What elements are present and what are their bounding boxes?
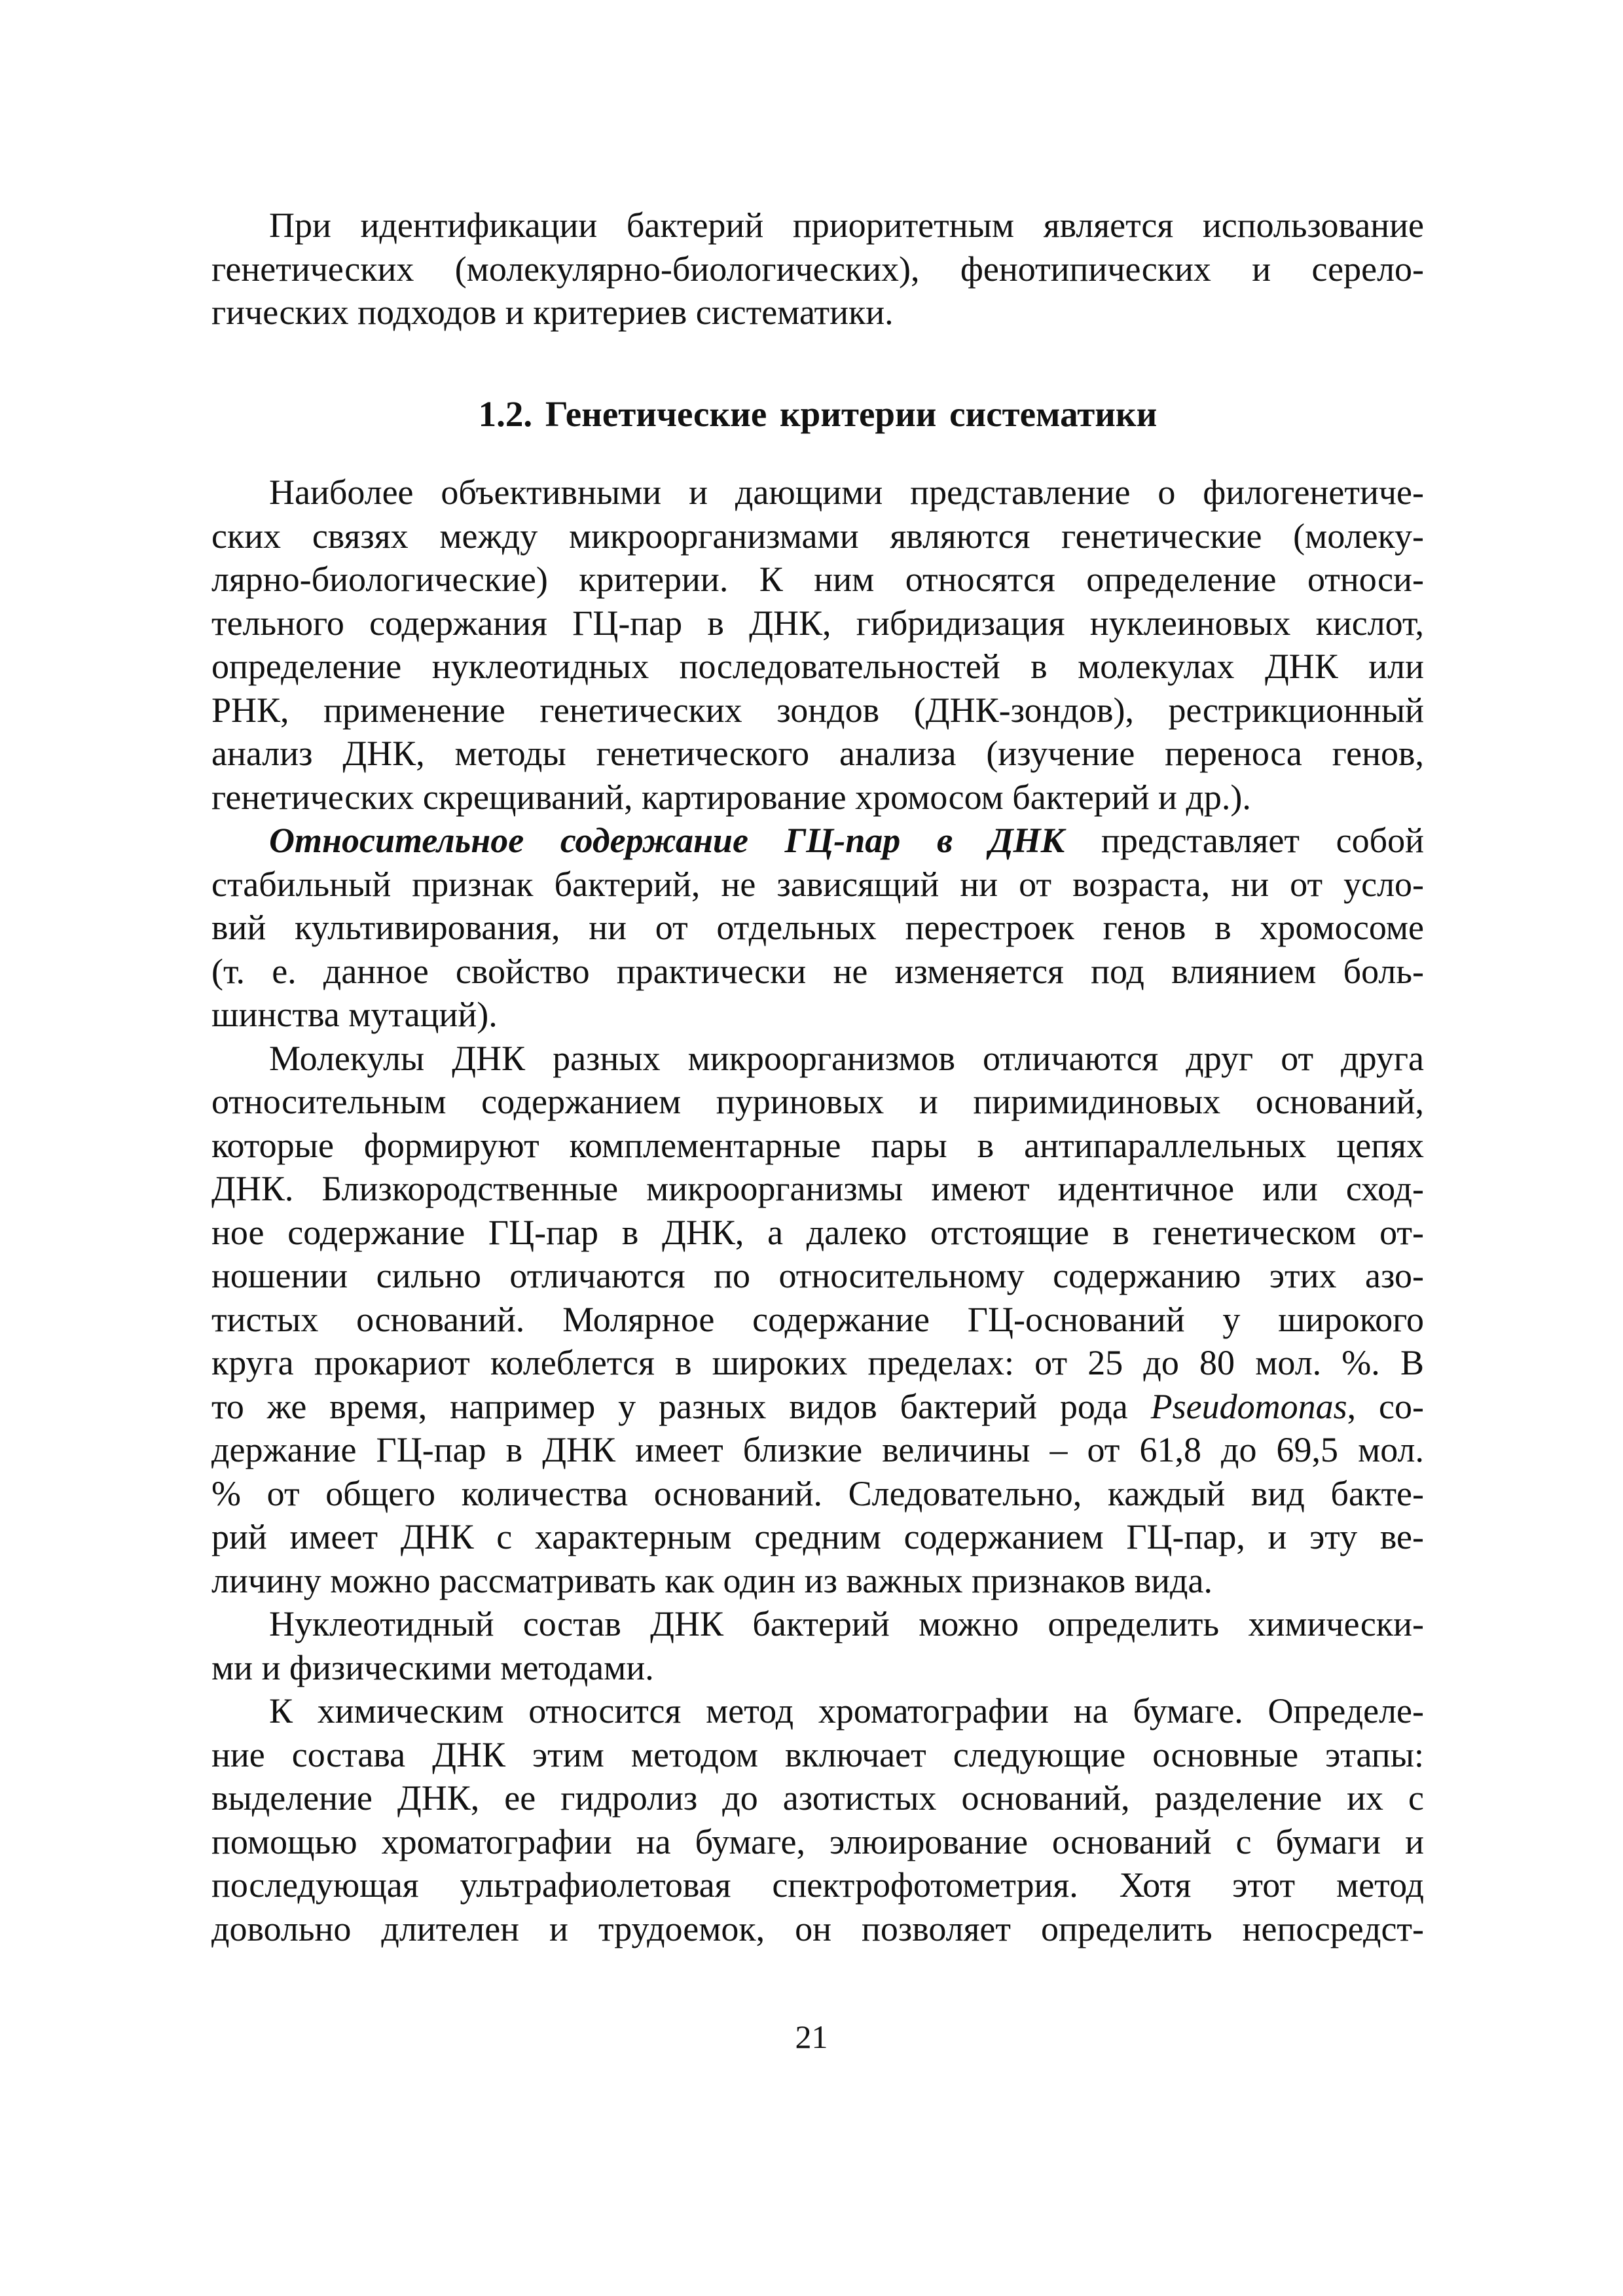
text-line: Наиболее объективными и дающими представление о филогенетиче- [269, 473, 1424, 512]
term-continuation: представляет собой [1065, 821, 1424, 860]
text-line: шинства мутаций). [211, 995, 498, 1034]
text-line: генетических (молекулярно-биологических), фенотипических и серело- [211, 249, 1424, 289]
genus-name: Pseudomonas [1150, 1386, 1347, 1426]
text-line: К химическим относится метод хроматографии на бумаге. Определе- [269, 1691, 1424, 1731]
text-line-with-genus [211, 1385, 1424, 1429]
text-line: тельного содержания ГЦ-пар в ДНК, гибридизация нуклеиновых кислот, [211, 603, 1424, 643]
section-heading: 1.2. Генетические критерии систематики [478, 394, 1158, 434]
text-line: % от общего количества оснований. Следовательно, каждый вид бакте- [211, 1473, 1424, 1513]
paragraph-genetic-criteria [211, 471, 1424, 1950]
text-line: личину можно рассматривать как один из важных признаков вида. [211, 1560, 1213, 1600]
text-line: ми и физическими методами. [211, 1647, 654, 1687]
text-line: ношении сильно отличаются по относительному содержанию этих азо- [211, 1256, 1424, 1295]
text-line: довольно длителен и трудоемок, он позволяет определить непосредст- [211, 1909, 1424, 1948]
text-line: анализ ДНК, методы генетического анализа (изучение переноса генов, [211, 734, 1424, 773]
text-line: вий культивирования, ни от отдельных перестроек генов в хромосоме [211, 908, 1424, 947]
text-line: Нуклеотидный состав ДНК бактерий можно определить химически- [269, 1604, 1424, 1643]
text-line: стабильный признак бактерий, не зависящий ни от возраста, ни от усло- [211, 864, 1424, 904]
text-line: ДНК. Близкородственные микроорганизмы имеют идентичное или сход- [211, 1169, 1424, 1208]
text-line: круга прокариот колеблется в широких пределах: от 25 до 80 мол. %. В [211, 1343, 1424, 1382]
text-line: ное содержание ГЦ-пар в ДНК, а далеко отстоящие в генетическом от- [211, 1212, 1424, 1252]
text-line: ние состава ДНК этим методом включает следующие основные этапы: [211, 1734, 1424, 1774]
text-line: РНК, применение генетических зондов (ДНК-зондов), рестрикционный [211, 690, 1424, 730]
text-line: относительным содержанием пуриновых и пиримидиновых оснований, [211, 1082, 1424, 1121]
text-line: помощью хроматографии на бумаге, элюирование оснований с бумаги и [211, 1821, 1424, 1861]
page-number: 21 [795, 2018, 828, 2055]
text-line: держание ГЦ-пар в ДНК имеет близкие величины – от 61,8 до 69,5 мол. [211, 1430, 1424, 1469]
genus-pre: то же время, например у разных видов бактерий рода [211, 1386, 1151, 1426]
text-line-with-term [211, 819, 1424, 863]
text-line: которые формируют комплементарные пары в антипараллельных цепях [211, 1125, 1424, 1165]
text-line: генетических скрещиваний, картирование хромосом бактерий и др.). [211, 777, 1251, 817]
text-line: (т. е. данное свойство практически не изменяется под влиянием боль- [211, 951, 1424, 991]
text-line: гических подходов и критериев систематики. [211, 293, 894, 332]
text-line: последующая ультрафиолетовая спектрофотометрия. Хотя этот метод [211, 1865, 1424, 1905]
text-line: ских связях между микроорганизмами являются генетические (молеку- [211, 516, 1424, 556]
text-line: рий имеет ДНК с характерным средним содержанием ГЦ-пар, и эту ве- [211, 1517, 1424, 1556]
genus-post: , со- [1347, 1386, 1424, 1426]
text-line: тистых оснований. Молярное содержание ГЦ-оснований у широкого [211, 1299, 1424, 1339]
emphasized-term: Относительное содержание ГЦ-пар в ДНК [269, 821, 1065, 860]
intro-paragraph [211, 204, 1424, 334]
text-line: Молекулы ДНК разных микроорганизмов отличаются друг от друга [269, 1038, 1424, 1078]
text-line: лярно-биологические) критерии. К ним относятся определение относи- [211, 560, 1424, 599]
text-line: выделение ДНК, ее гидролиз до азотистых оснований, разделение их с [211, 1778, 1424, 1818]
text-line: При идентификации бактерий приоритетным является использование [269, 206, 1424, 245]
text-line: определение нуклеотидных последовательностей в молекулах ДНК или [211, 647, 1424, 686]
